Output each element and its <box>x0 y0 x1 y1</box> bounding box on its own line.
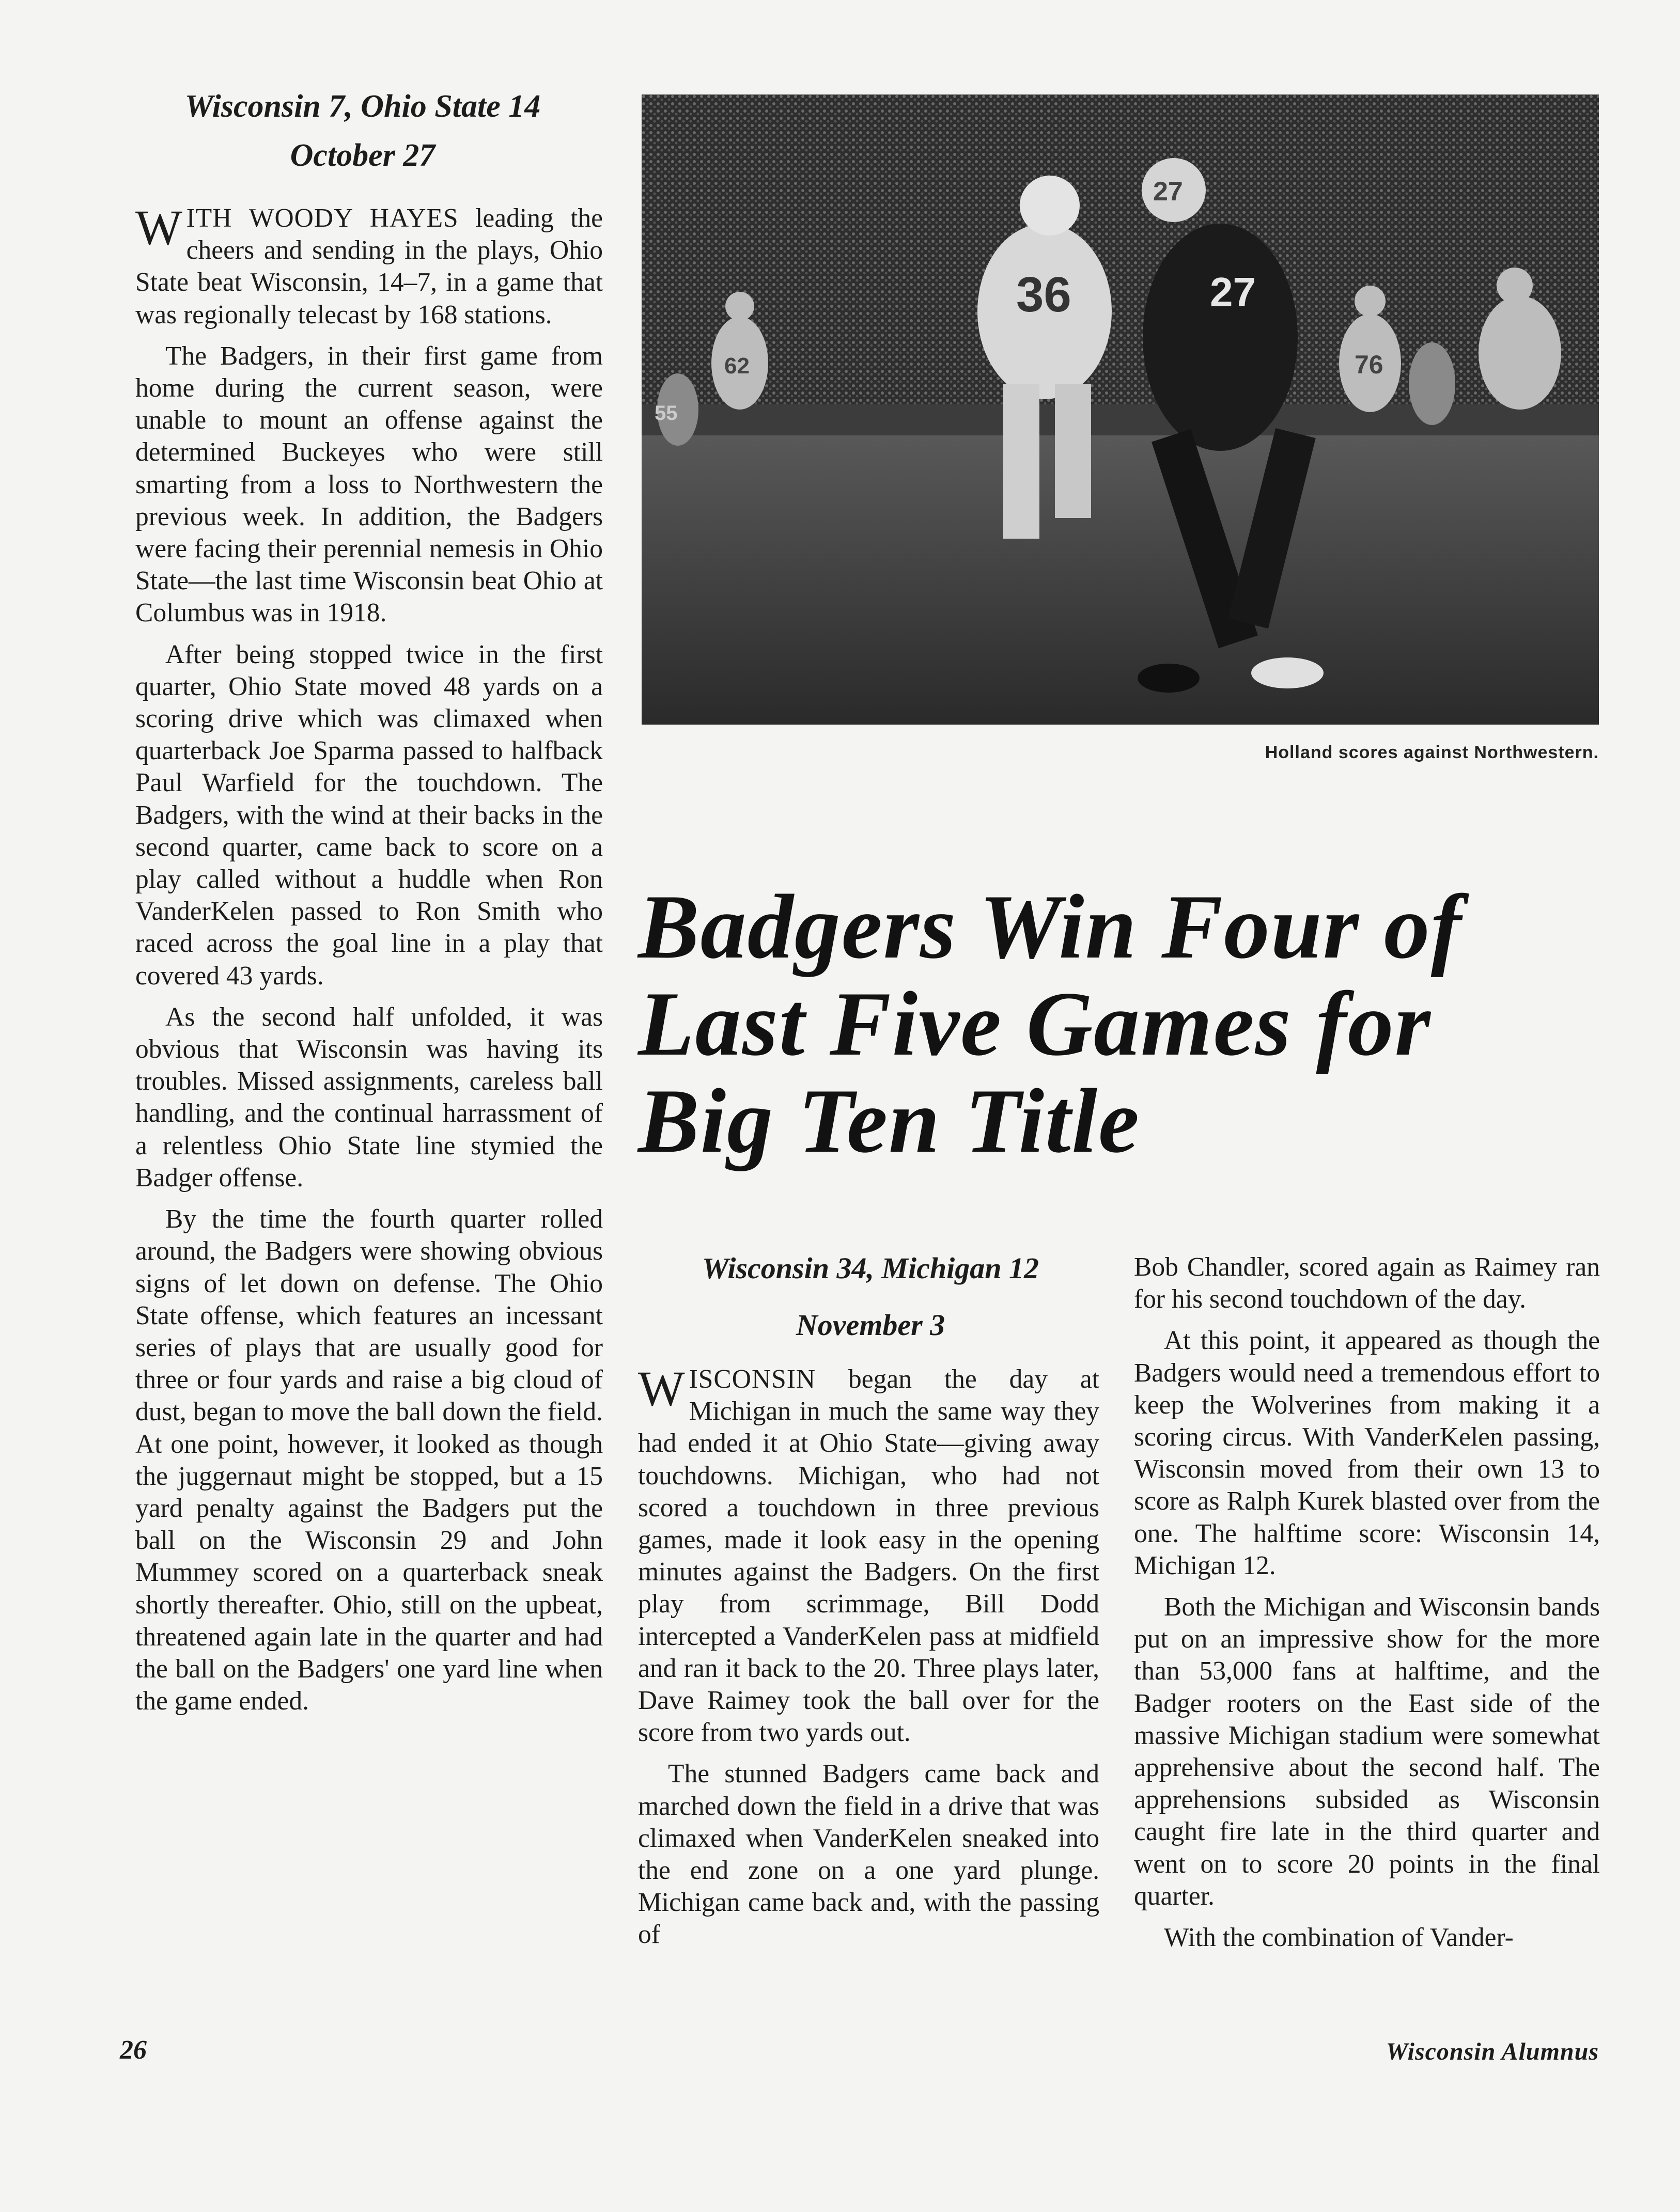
michigan-paragraph-1 <box>638 1363 1099 1749</box>
drop-cap: W <box>638 1361 685 1416</box>
page-number: 26 <box>120 2035 147 2065</box>
michigan-score-line: Wisconsin 34, Michigan 12 <box>702 1251 1039 1285</box>
headline-line-3: Big Ten Title <box>638 1070 1141 1172</box>
sideline <box>642 404 1599 435</box>
magazine-name: Wisconsin Alumnus <box>1386 2038 1599 2065</box>
helmet-number: 27 <box>1153 177 1183 207</box>
game-photo <box>642 95 1599 725</box>
ohio-state-paragraph-4: As the second half unfolded, it was obvious that Wisconsin was having its troubles. Missed assignments, careless ball handling, and the continual harrassment of a relentless Ohio State line stymied the Badger offense. <box>135 1002 603 1193</box>
ohio-state-paragraph-1 <box>135 202 603 331</box>
ohio-state-score-line: Wisconsin 7, Ohio State 14 <box>184 89 541 124</box>
headline-line-1: Badgers Win Four of <box>638 875 1463 978</box>
player-76-number: 76 <box>1355 350 1383 379</box>
ohio-state-column <box>135 202 603 1727</box>
ohio-state-paragraph-2: The Badgers, in their first game from home during the current season, were unable to mount an offense against the determined Buckeyes who were still smarting from a loss to Northwestern the previous week. In addition, the Badgers were facing their perennial nemesis in Ohio State—the last time Wisconsin beat Ohio at Columbus was in 1918. <box>135 341 603 628</box>
drop-cap: W <box>135 200 182 255</box>
stadium-crowd <box>642 95 1599 456</box>
player-62-number: 62 <box>724 353 750 379</box>
michigan-paragraph-5: Both the Michigan and Wisconsin bands put on an impressive show for the more than 53,000 fans at halftime, and the Badger rooters on the East side of the massive Michigan stadium were somewhat apprehensive about the second half. The apprehensions subsided as Wisconsin caught fire late in the third quarter and went on to score 20 points in the final quarter. <box>1134 1592 1600 1911</box>
defender-jersey-number: 36 <box>1016 267 1071 322</box>
michigan-column-middle <box>638 1363 1099 1960</box>
photo-caption: Holland scores against Northwestern. <box>1265 743 1599 762</box>
carrier-jersey-number: 27 <box>1210 269 1256 315</box>
paragraph-text: leading the cheers and sending in the plays, Ohio State beat Wisconsin, 14–7, in a game that was regionally telecast by 168 stations. <box>135 203 603 330</box>
michigan-paragraph-4: At this point, it appeared as though the Badgers would need a tremendous effort to keep the Wolverines from making it a scoring circus. With VanderKelen passing, Wisconsin moved from their own 13 to score as Ralph Kurek blasted over from the one. The halftime score: Wisconsin 14, Michigan 12. <box>1134 1326 1600 1580</box>
player-55-number: 55 <box>655 402 678 425</box>
michigan-column-right <box>1134 1251 1600 1963</box>
ohio-state-paragraph-5: By the time the fourth quarter rolled around, the Badgers were showing obvious signs of let down on defense. The Ohio State offense, which features an incessant series of plays that are usually good for three or four yards and raise a big cloud of dust, began to move the ball down the field. At one point, however, it looked as though the juggernaut might be stopped, but a 15 yard penalty against the Badgers put the ball on the Wisconsin 29 and John Mummey scored on a quarterback sneak shortly thereafter. Ohio, still on the upbeat, threatened again late in the quarter and had the ball on the Badgers' one yard line when the game ended. <box>135 1204 603 1716</box>
michigan-paragraph-6: With the combination of Vander- <box>1164 1923 1514 1953</box>
michigan-date-line: November 3 <box>796 1308 945 1342</box>
football-photo-illustration <box>642 95 1599 725</box>
michigan-paragraph-2: The stunned Badgers came back and marched down the field in a drive that was climaxed when VanderKelen sneaked into the end zone on a one yard plunge. Michigan came back and, with the passing of <box>638 1759 1099 1950</box>
paragraph-text: began the day at Michigan in much the same way they had ended it at Ohio State—giving away touchdowns. Michigan, who had not scored a touchdown in three previous games, made it look easy in the opening minutes against the Badgers. On the first play from scrimmage, Bill Dodd intercepted a VanderKelen pass at midfield and ran it back to the 20. Three plays later, Dave Raimey took the ball over for the score from two yards out. <box>638 1364 1099 1748</box>
ohio-state-paragraph-3: After being stopped twice in the first quarter, Ohio State moved 48 yards on a scoring drive which was climaxed when quarterback Joe Sparma passed to halfback Paul Warfield for the touchdown. The Badgers, with the wind at their backs in the second quarter, came back to score on a play called without a huddle when Ron VanderKelen passed to Ron Smith who raced across the goal line in a play that covered 43 yards. <box>135 639 603 991</box>
ohio-state-date-line: October 27 <box>290 138 435 173</box>
headline-line-2: Last Five Games for <box>638 972 1432 1075</box>
lead-in: ISCONSIN <box>689 1364 816 1394</box>
playing-field <box>642 425 1599 725</box>
michigan-paragraph-3: Bob Chandler, scored again as Raimey ran for his second touchdown of the day. <box>1134 1252 1600 1314</box>
article-headline <box>638 875 1620 1172</box>
lead-in: ITH WOODY HAYES <box>186 203 459 233</box>
